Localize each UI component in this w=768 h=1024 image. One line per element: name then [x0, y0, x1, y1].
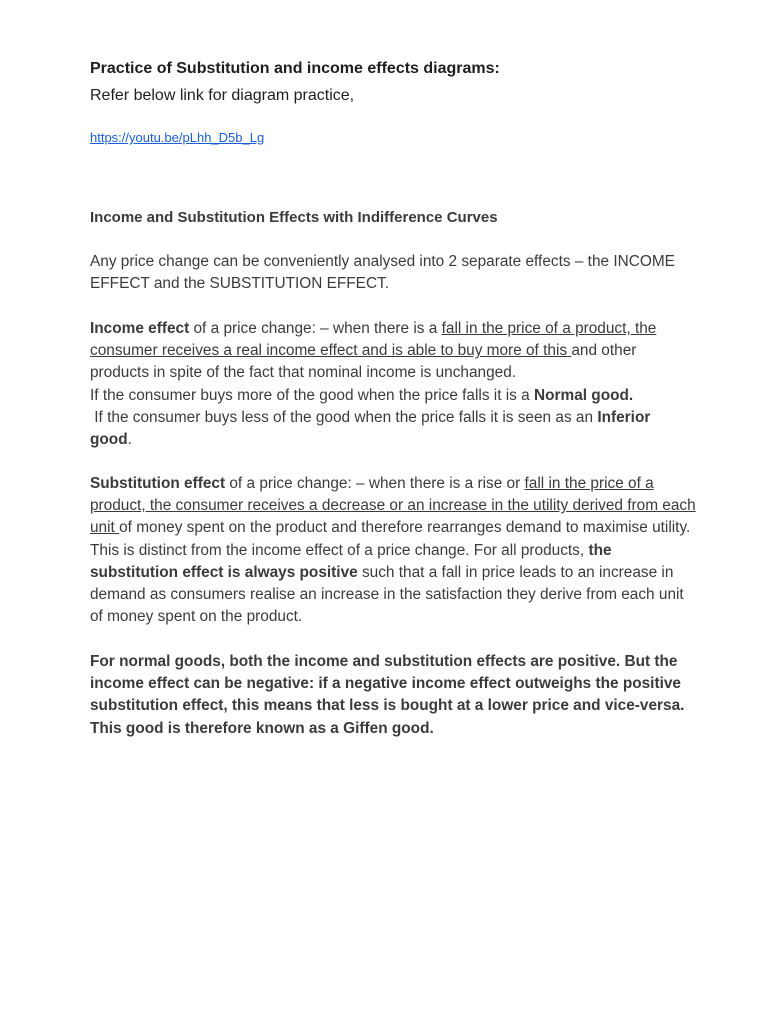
paragraph-line — [90, 340, 740, 362]
paragraph-substitution-effect — [90, 473, 740, 628]
paragraph-line: income effect can be negative: if a negative income effect outweighs the positive — [90, 675, 681, 693]
paragraph-line: Any price change can be conveniently analysed into 2 separate effects – the INCOME — [90, 253, 675, 270]
page-subtitle: Refer below link for diagram practice, — [90, 87, 355, 104]
paragraph-income-effect — [90, 318, 740, 451]
text-span: and other — [571, 342, 637, 360]
page-title: Practice of Substitution and income effects diagrams: — [90, 60, 500, 77]
text-span: If the consumer buys less of the good when the price falls it is seen as an — [90, 408, 598, 426]
text-span: of money spent on the product and therefore rearranges demand to maximise utility. — [119, 519, 691, 537]
underlined-text: fall in the price of a — [524, 475, 654, 492]
paragraph-line — [90, 562, 740, 584]
youtube-link[interactable]: https://youtu.be/pLhh_D5b_Lg — [90, 130, 265, 145]
paragraph-giffen-good — [90, 651, 740, 740]
text-span: of a price change: – when there is a rise or — [225, 475, 525, 492]
bold-term: the — [588, 541, 612, 559]
bold-term: good — [90, 431, 128, 449]
underlined-text: consumer receives a real income effect and is able to buy more of this — [90, 342, 572, 360]
paragraph-line — [90, 429, 740, 451]
paragraph-line — [90, 473, 740, 495]
paragraph-line: EFFECT and the SUBSTITUTION EFFECT. — [90, 275, 390, 293]
paragraph-line: This good is therefore known as a Giffen good. — [90, 719, 434, 737]
section-title: Income and Substitution Effects with Indifference Curves — [90, 209, 498, 226]
paragraph-intro — [90, 251, 740, 295]
text-span: of a price change: – when there is a — [189, 320, 442, 337]
underlined-text: unit — [90, 519, 120, 537]
paragraph-line — [90, 318, 740, 340]
text-span: . — [127, 431, 132, 449]
paragraph-line: of money spent on the product. — [90, 608, 303, 626]
underlined-text: product, the consumer receives a decrease or an increase in the utility derived from each — [90, 497, 696, 515]
paragraph-line — [90, 407, 740, 429]
text-span: If the consumer buys more of the good when the price falls it is a — [90, 386, 534, 404]
paragraph-line — [90, 495, 740, 517]
bold-term: Normal good. — [534, 386, 634, 404]
paragraph-line: products in spite of the fact that nominal income is unchanged. — [90, 364, 517, 382]
paragraph-line — [90, 385, 740, 407]
bold-term: substitution effect is always positive — [90, 563, 358, 581]
paragraph-line: For normal goods, both the income and substitution effects are positive. But the — [90, 653, 678, 670]
paragraph-line: demand as consumers realise an increase in the satisfaction they derive from each unit — [90, 586, 684, 604]
paragraph-line — [90, 540, 740, 562]
underlined-text: fall in the price of a product, the — [441, 320, 657, 337]
text-span: This is distinct from the income effect of a price change. For all products, — [90, 541, 589, 559]
bold-term: Substitution effect — [90, 475, 226, 492]
paragraph-line — [90, 517, 740, 539]
bold-term: Income effect — [90, 320, 190, 337]
bold-term: Inferior — [597, 408, 651, 426]
text-span: such that a fall in price leads to an increase in — [357, 563, 674, 581]
paragraph-line: substitution effect, this means that less is bought at a lower price and vice-versa. — [90, 697, 685, 715]
